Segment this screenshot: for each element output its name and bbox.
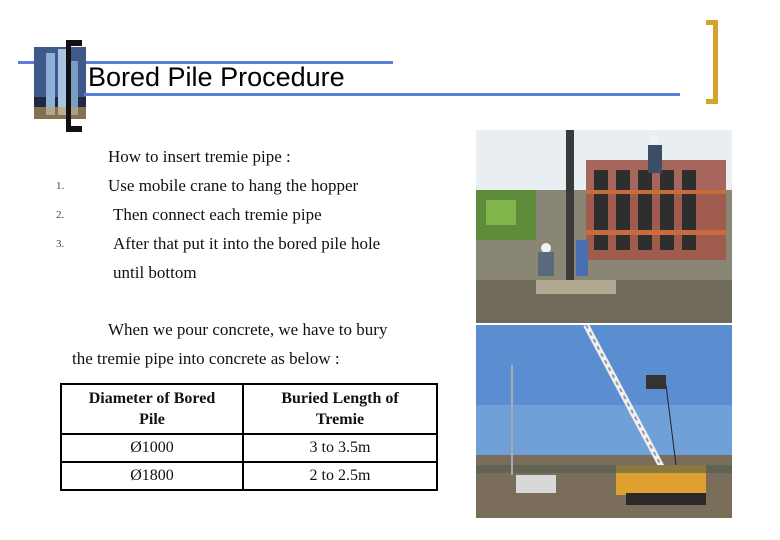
cell-diameter: Ø1000 <box>61 434 243 462</box>
step-text: After that put it into the bored pile hole <box>113 234 381 253</box>
table-row <box>61 434 437 462</box>
pour-text-line1: When we pour concrete, we have to bury <box>108 320 388 339</box>
step-number: 3. <box>56 238 65 250</box>
title-rule-bottom <box>84 93 680 96</box>
cell-length: 2 to 2.5m <box>243 462 437 490</box>
intro-text: How to insert tremie pipe : <box>108 147 291 166</box>
site-photo-crane <box>476 325 732 518</box>
left-bracket <box>66 40 71 132</box>
left-bracket-bottom <box>66 126 82 132</box>
step-number: 1. <box>56 180 65 192</box>
right-bracket <box>706 20 718 104</box>
cell-diameter: Ø1800 <box>61 462 243 490</box>
step-text: Then connect each tremie pipe <box>113 205 322 224</box>
pour-text-line2: the tremie pipe into concrete as below : <box>72 349 340 368</box>
step-text-continued: until bottom <box>113 263 197 282</box>
slide-title: Bored Pile Procedure <box>88 62 345 92</box>
site-photo-workers <box>476 130 732 323</box>
left-bracket-top <box>66 40 82 46</box>
step-number: 2. <box>56 209 65 221</box>
table-header-diameter: Diameter of Bored Pile <box>61 384 243 434</box>
tremie-table <box>60 383 438 491</box>
table-row <box>61 462 437 490</box>
cell-length: 3 to 3.5m <box>243 434 437 462</box>
table-header-length: Buried Length of Tremie <box>243 384 437 434</box>
building-logo-image <box>34 47 86 119</box>
step-text: Use mobile crane to hang the hopper <box>108 176 359 195</box>
